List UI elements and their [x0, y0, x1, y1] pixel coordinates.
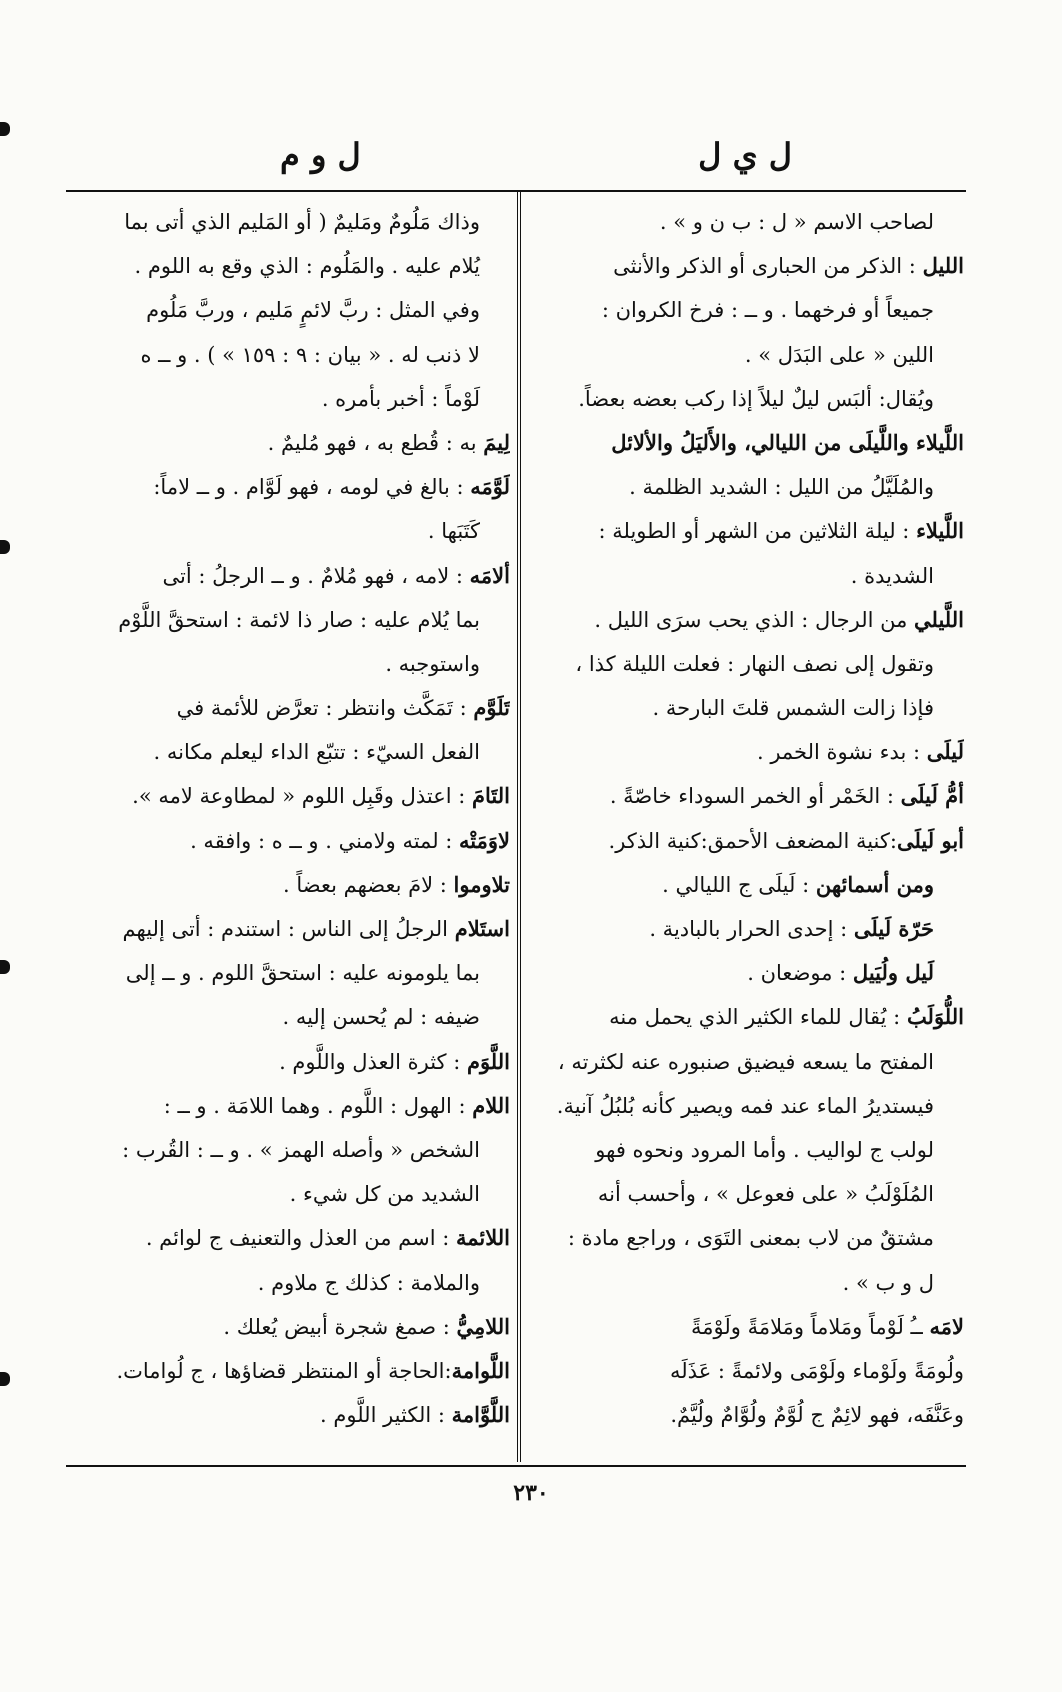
definition-text: : اعتذل وقَبِل اللوم « لمطاوعة لامه ».	[132, 784, 473, 809]
definition-text: : بالغ في لومه ، فهو لَوَّام . و ــ لاماً:	[153, 475, 471, 500]
text-line	[70, 465, 510, 509]
definition-text: : الكثير اللَّوم .	[320, 1403, 452, 1428]
headword: اللَّوَم	[466, 1048, 510, 1074]
headword: أمُّ لَيلَى	[900, 783, 964, 809]
text-line	[528, 509, 964, 553]
definition-text: لولب ج لواليب . وأما المرود ونحوه فهو	[595, 1137, 934, 1162]
headword: اللَّيلاء	[916, 518, 964, 544]
text-line	[528, 686, 964, 730]
definition-text: يُلام عليه . والمَلُوم : الذي وقع به اللوم .	[134, 254, 480, 279]
text-line	[70, 244, 510, 288]
definition-text: : لمته ولامني . و ــ ه : وافقه .	[190, 828, 460, 853]
definition-text: والمُلَيَّلُ من الليل : الشديد الظلمة .	[629, 475, 934, 500]
definition-text: : موضعان .	[747, 961, 853, 986]
definition-text: وعَنَّفَه، فهو لائِمٌ ج لُوَّمٌ ولُوَّامٌ ولُيَّمٌ.	[670, 1403, 964, 1428]
headword: تَلَوَّم	[473, 695, 510, 721]
text-line	[70, 421, 510, 465]
text-line	[70, 1261, 510, 1305]
text-line	[70, 1393, 510, 1437]
text-line	[528, 598, 964, 642]
headword: استَلام	[454, 916, 510, 941]
definition-text: ــُ لَوْماً ومَلاماً ومَلامَةً ولَوْمَةً	[691, 1314, 930, 1339]
text-line	[70, 333, 510, 377]
definition-text: ويُقال: ألبَس ليلٌ ليلاً إذا ركب بعضه بعضاً.	[578, 386, 934, 411]
definition-text: : الذكر من الحبارى أو الذكر والأنثى	[613, 254, 923, 279]
definition-text: ولُومَةً ولَوْماء ولَوْمَى ولائمةً : عَذَلَه	[670, 1358, 964, 1383]
text-line	[528, 554, 964, 598]
text-line	[528, 642, 964, 686]
definition-text: الشديدة .	[850, 563, 934, 588]
running-header-right: ل ي ل	[698, 136, 792, 174]
definition-text: : لامَ بعضهم بعضاً .	[283, 872, 454, 897]
definition-text: اللين « على البَدَل » .	[744, 342, 934, 367]
text-line	[70, 554, 510, 598]
headword: حَرّة لَيلَى	[853, 916, 934, 941]
left-column	[70, 200, 510, 1437]
text-line	[70, 951, 510, 995]
text-line	[70, 774, 510, 818]
headword: ألامَه	[469, 562, 510, 588]
definition-text: وذاك مَلُومٌ ومَليمٌ ( أو المَليم الذي أتى بما	[124, 210, 480, 234]
edge-mark	[0, 122, 10, 136]
right-column	[528, 200, 964, 1437]
definition-text: : الخَمْر أو الخمر السوداء خاصّةً .	[609, 784, 901, 809]
definition-text: بما يُلام عليه : صار ذا لائمة : استحقَّ اللَّوْم	[118, 607, 480, 632]
definition-text: كَتَبَها .	[427, 519, 480, 544]
text-line	[528, 244, 964, 288]
definition-text: فإذا زالت الشمس قلتَ البارحة .	[652, 696, 934, 721]
definition-text: : يُقال للماء الكثير الذي يحمل منه	[609, 1005, 907, 1030]
definition-text: وتقول إلى نصف النهار : فعلت الليلة كذا ،	[575, 651, 934, 676]
text-line	[70, 1305, 510, 1349]
text-line	[528, 951, 964, 995]
text-line	[70, 1216, 510, 1260]
definition-text: ل و ب » .	[842, 1270, 934, 1295]
text-line	[70, 907, 510, 951]
running-header-left: ل و م	[280, 136, 361, 174]
definition-text: : الهول : اللَّوم . وهما اللامَة . و ــ :	[163, 1093, 473, 1118]
text-line	[70, 1040, 510, 1084]
text-line	[70, 288, 510, 332]
text-line	[528, 465, 964, 509]
headword: لَوَّمَه	[470, 474, 510, 500]
text-line	[70, 1172, 510, 1216]
text-line	[528, 1172, 964, 1216]
headword: لَيلَى	[926, 739, 964, 765]
text-line	[528, 377, 964, 421]
text-line	[528, 1261, 964, 1305]
headword: اللائمة	[455, 1225, 510, 1251]
text-line	[70, 819, 510, 863]
text-line	[528, 333, 964, 377]
definition-text: : لامه ، فهو مُلامٌ . و ــ الرجلُ : أتى	[162, 563, 470, 588]
headword: لِيمَ	[483, 429, 510, 455]
text-line	[70, 509, 510, 553]
headword: اللَّيلي	[914, 606, 964, 632]
definition-text: مشتقٌ من لاب بمعنى التَوَى ، وراجع مادة :	[567, 1226, 934, 1251]
definition-text: :الحاجة أو المنتظر قضاؤها ، ج لُوامات.	[116, 1358, 452, 1383]
headword: لامَه	[929, 1313, 964, 1339]
headword: الليل	[922, 253, 964, 279]
text-line	[528, 730, 964, 774]
definition-text: :كنية المضعف الأحمق:كنية الذكر.	[608, 828, 897, 853]
headword: اللُّوَلَبُ	[906, 1004, 964, 1030]
definition-text: الشديد من كل شيء .	[289, 1182, 480, 1207]
text-line	[70, 200, 510, 244]
edge-mark	[0, 1372, 10, 1386]
text-line	[528, 1084, 964, 1128]
text-line	[528, 1349, 964, 1393]
page-number: ٢٣٠	[513, 1480, 549, 1506]
text-line	[70, 995, 510, 1039]
text-line	[528, 819, 964, 863]
headword: اللام	[472, 1092, 510, 1118]
definition-text: لصاحب الاسم « ل : ب ن و » .	[659, 210, 934, 234]
definition-text: لا ذنب له . « بيان : ٩ : ١٥٩ » ) . و ــ ه	[140, 342, 480, 367]
headword: اللَّيلاء واللَّيلَى من الليالي، والأَليَلُ والألائل	[611, 429, 964, 455]
definition-text: : تَمَكَّث وانتظر : تعرَّض للأئمة في	[176, 696, 474, 721]
edge-mark	[0, 960, 10, 974]
definition-text: واستوجبه .	[385, 651, 480, 676]
headword: اللَّوامة	[451, 1357, 510, 1383]
text-line	[70, 863, 510, 907]
text-line	[528, 200, 964, 244]
definition-text: لَوْماً : أخبر بأمره .	[321, 386, 480, 411]
text-line	[70, 377, 510, 421]
headword: لَيل ولُيَيل	[852, 960, 934, 986]
definition-text: والملامة : كذلك ج ملاوم .	[257, 1270, 480, 1295]
text-line	[528, 1128, 964, 1172]
text-line	[528, 1040, 964, 1084]
definition-text: الفعل السيّء : تتبّع الداء ليعلم مكانه .	[153, 740, 480, 765]
definition-text: المفتح ما يسعه فيضيق صنبوره عنه لكثرته ،	[557, 1049, 934, 1074]
text-line	[70, 598, 510, 642]
text-line	[70, 730, 510, 774]
definition-text: : بدء نشوة الخمر .	[756, 740, 927, 765]
text-line	[528, 907, 964, 951]
text-line	[70, 1084, 510, 1128]
footer-rule	[66, 1465, 966, 1467]
text-line	[528, 288, 964, 332]
headword: لاوَمَتْه	[459, 827, 510, 853]
text-line	[528, 421, 964, 465]
header-rule	[66, 190, 966, 192]
text-line	[528, 863, 964, 907]
definition-text: : لَيلَى ج الليالي .	[662, 872, 816, 897]
headword: التَامَ	[472, 783, 510, 809]
headword: اللَّوَّامة	[451, 1402, 510, 1428]
definition-text: من الرجال : الذي يحب سرَى الليل .	[594, 607, 915, 632]
definition-text: : صمغ شجرة أبيض يُعلك .	[223, 1314, 457, 1339]
headword: تلاوموا	[453, 871, 510, 897]
definition-text: وفي المثل : ربَّ لائمٍ مَليم ، وربَّ مَلُوم	[146, 298, 480, 323]
text-line	[70, 1349, 510, 1393]
text-line	[528, 995, 964, 1039]
text-line	[528, 1216, 964, 1260]
definition-text: به : قُطع به ، فهو مُليمٌ .	[267, 430, 484, 455]
text-line	[528, 774, 964, 818]
headword: ومن أسمائهن	[815, 871, 934, 897]
definition-text: الرجلُ إلى الناس : استندم : أتى إليهم	[122, 917, 455, 941]
definition-text: الشخص « وأصله الهمز » . و ــ : القُرب :	[122, 1137, 480, 1162]
text-line	[70, 686, 510, 730]
definition-text: فيستديرُ الماء عند فمه ويصير كأنه بُلبُلُ آنية.	[556, 1093, 934, 1118]
definition-text: : إحدى الحرار بالبادية .	[649, 917, 854, 941]
definition-text: بما يلومونه عليه : استحقَّ اللوم . و ــ إلى	[125, 961, 480, 986]
definition-text: : كثرة العذل واللَّوم .	[279, 1049, 467, 1074]
definition-text: ضيفه : لم يُحسن إليه .	[282, 1005, 480, 1030]
text-line	[70, 642, 510, 686]
edge-mark	[0, 540, 10, 554]
headword: أبو لَيلَى	[896, 827, 964, 853]
column-divider	[517, 192, 521, 1462]
text-line	[70, 1128, 510, 1172]
definition-text: جميعاً أو فرخهما . و ــ : فرخ الكروان :	[601, 298, 934, 323]
definition-text: المُلَوْلَبُ « على فعوعل » ، وأحسب أنه	[597, 1182, 934, 1207]
definition-text: : ليلة الثلاثين من الشهر أو الطويلة :	[598, 519, 917, 544]
text-line	[528, 1393, 964, 1437]
definition-text: : اسم من العذل والتعنيف ج لوائم .	[145, 1226, 456, 1251]
headword: اللامِيُّ	[456, 1313, 510, 1339]
text-line	[528, 1305, 964, 1349]
